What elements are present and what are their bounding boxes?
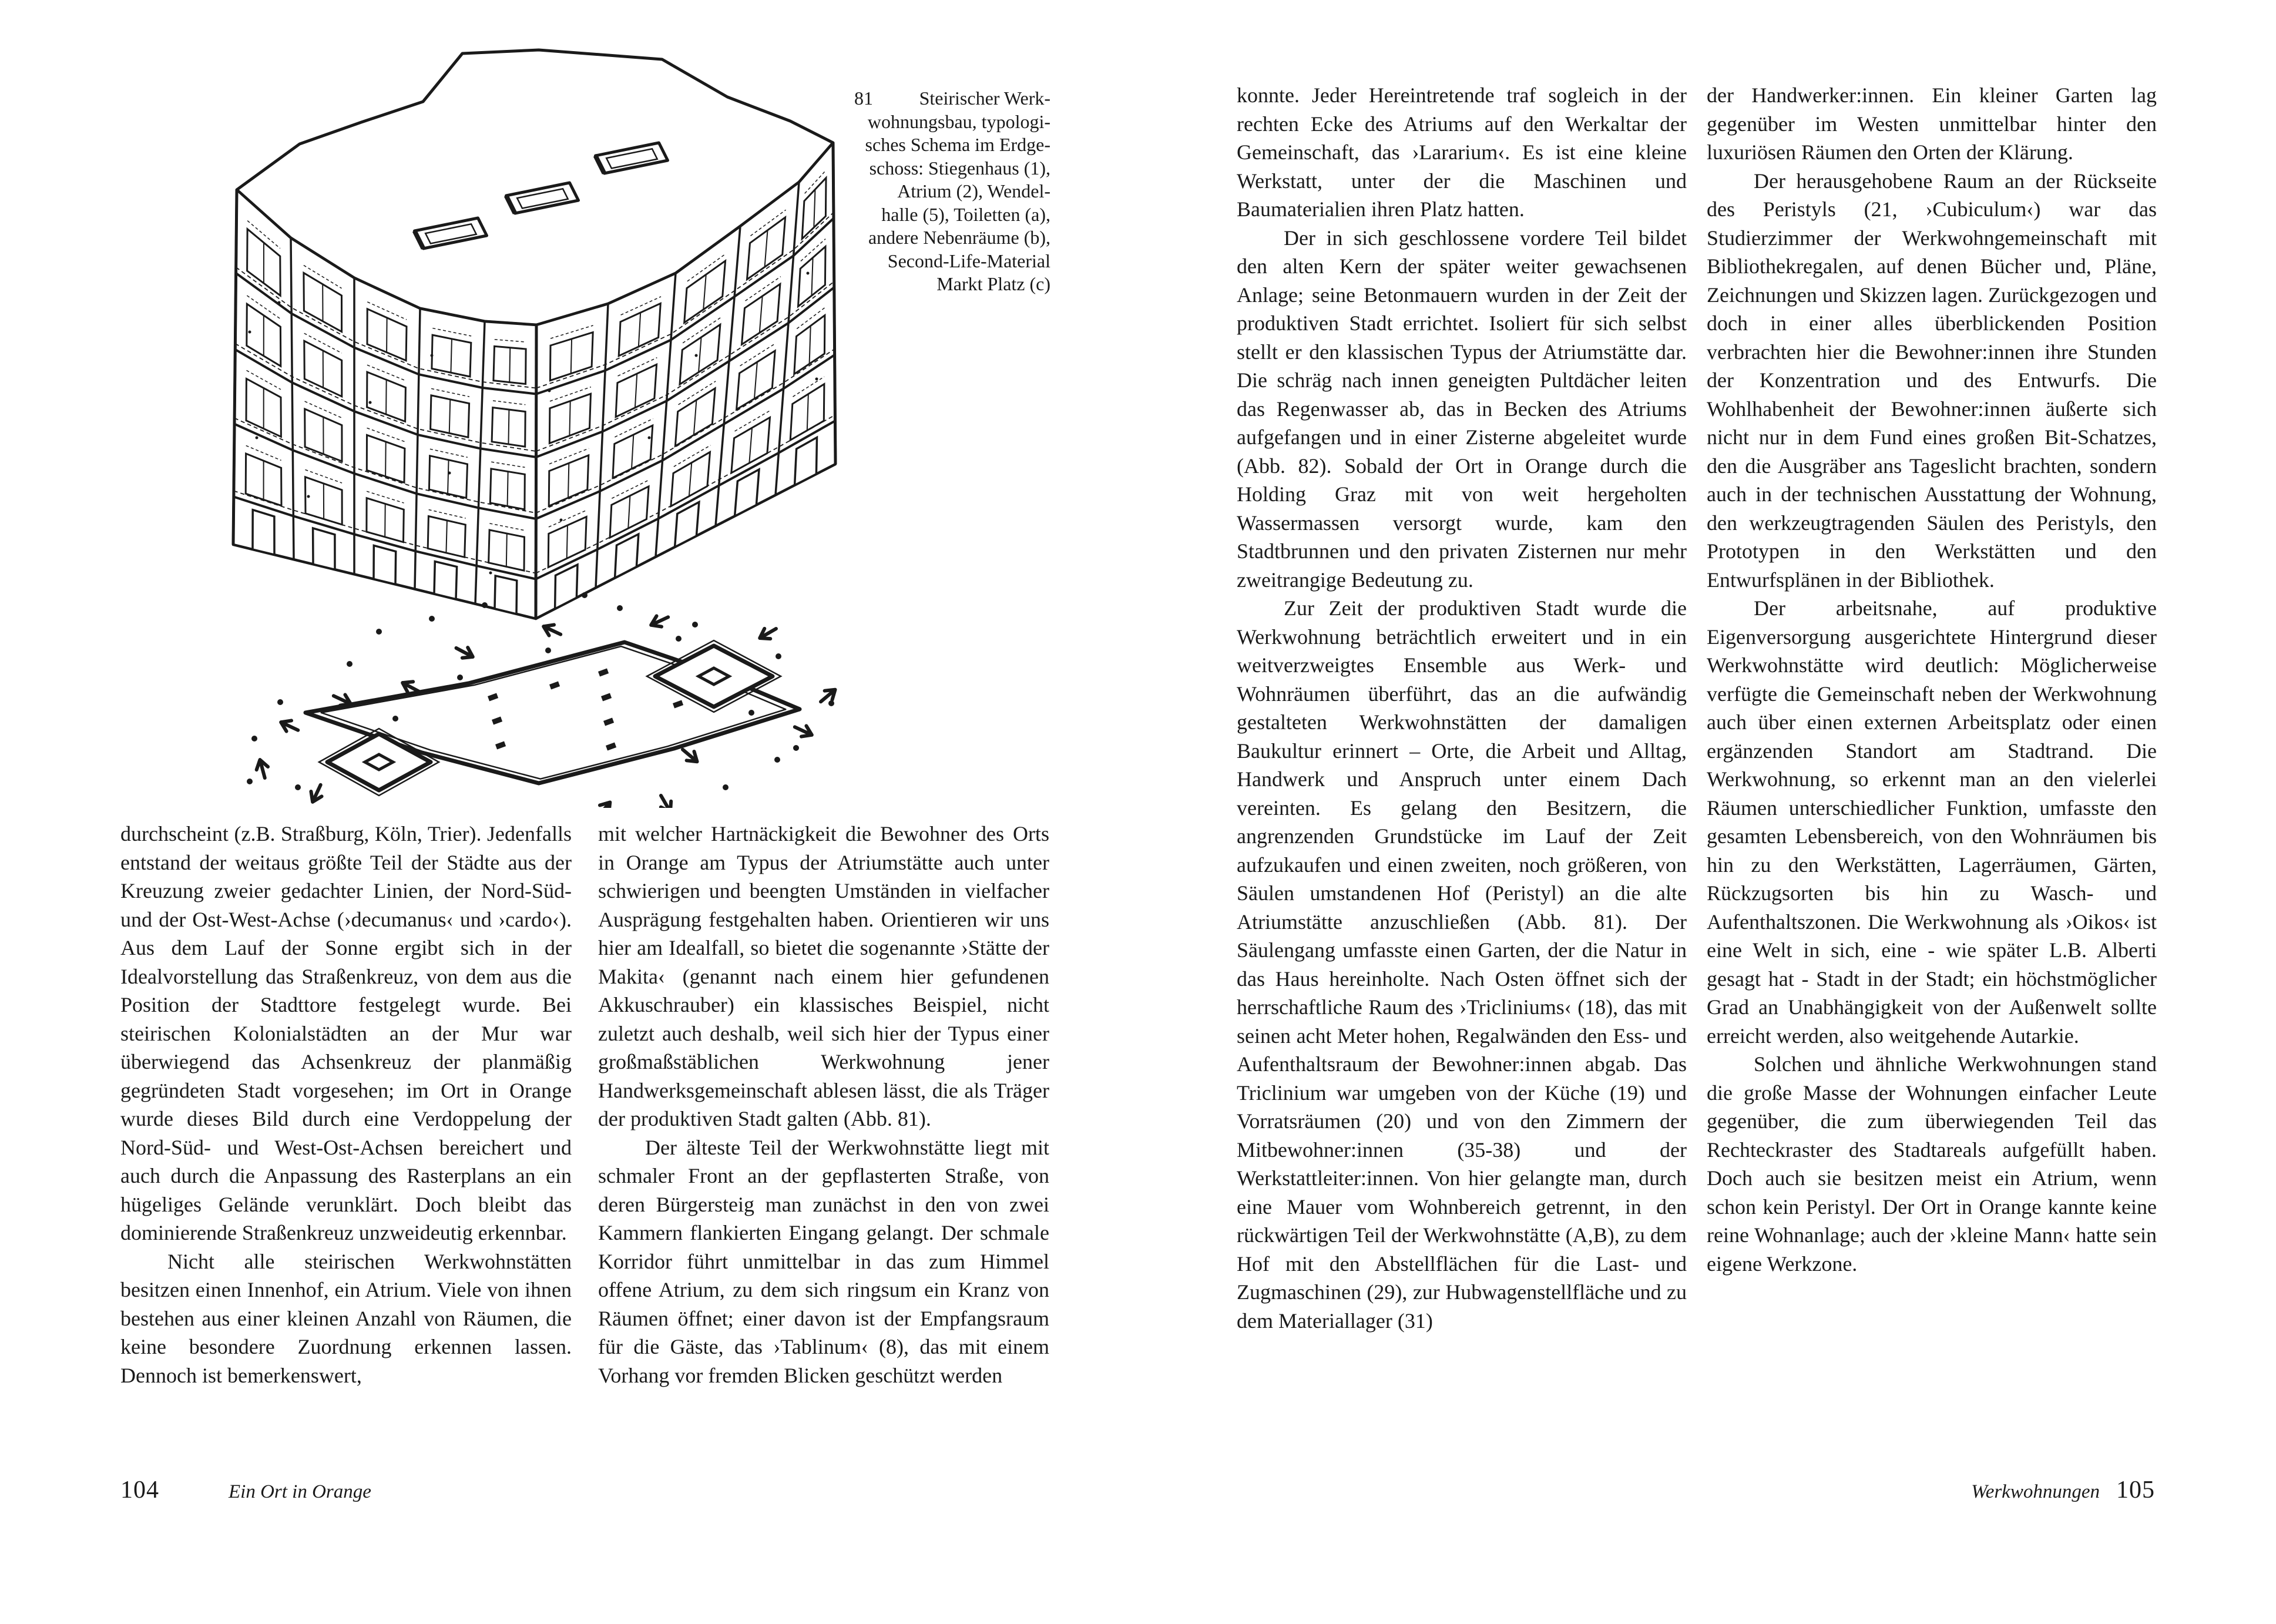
figure-81-isometric-drawing bbox=[103, 26, 849, 808]
body-column-4 bbox=[1707, 81, 2157, 1278]
caption-line: sches Schema im Erdge- bbox=[865, 134, 1050, 155]
figure-number: 81 bbox=[854, 88, 873, 109]
page-number: 104 bbox=[120, 1477, 159, 1504]
body-paragraph: durchscheint (z.B. Straßburg, Köln, Trier). Jedenfalls entstand der weitaus größte Teil der Städte aus der Kreuzung zweier gedachter Linien, der Nord-Süd- und der Ost-West-Achse (›decumanus‹ und ›cardo‹). Aus dem Lauf der Sonne ergibt sich in der Idealvorstellung das Straßenkreuz, von dem aus die Position der Stadttore festgelegt wurde. Bei steirischen Kolonialstädten an der Mur war überwiegend das Achsenkreuz der planmäßig gegründeten Stadt vorgesehen; im Ort in Orange wurde dieses Bild durch eine Verdoppelung der Nord-Süd- und West-Ost-Achsen bereichert und auch durch die Anpassung des Rasterplans an ein hügeliges Gelände verunklärt. Doch bleibt das dominierende Straßenkreuz unzweideutig erkennbar. bbox=[120, 822, 572, 1244]
caption-line: halle (5), Toiletten (a), bbox=[881, 203, 1050, 225]
body-paragraph: Zur Zeit der produktiven Stadt wurde die Werkwohnung beträchtlich erweitert und in ein weitverzweigtes Ensemble aus Werk- und Wohnräumen überführt, das an die aufwändig gestalteten Werkwohnstätten der damaligen Baukultur erinnert – Orte, die Arbeit und Alltag, Handwerk und Anspruch unter einem Dach vereinten. Es gelang den Besitzern, die angrenzenden Grundstücke im Lauf der Zeit aufzukaufen und einen zweiten, noch größeren, von Säulen umstandenen Hof (Peristyl) an die alte Atriumstätte anzuschließen (Abb. 81). Der Säulengang umfasste einen Garten, der die Natur in das Haus hereinholte. Nach Osten öffnet sich der herrschaftliche Raum des ›Tricliniums‹ (18), das mit seinen acht Meter hohen, Regalwänden den Ess- und Aufenthaltsraum der Bewohner:innen abgab. Das Triclinium war umgeben von der Küche (19) und Vorratsräumen (20) und von den Zimmern der Mitbewohner:innen (35-38) und der Werkstattleiter:innen. Von hier gelangte man, durch eine Mauer vom Wohnbereich getrennt, in den rückwärtigen Teil der Werkwohnstätte (A,B), zu dem Hof mit den Abstellflächen für die Last- und Zugmaschinen (29), zur Hubwagenstellfläche und zu dem Materiallager (31) bbox=[1237, 596, 1687, 1333]
caption-line: Markt Platz (c) bbox=[936, 273, 1050, 294]
body-column-2 bbox=[598, 820, 1049, 1390]
caption-line: Atrium (2), Wendel- bbox=[897, 180, 1050, 202]
caption-line: andere Nebenräume (b), bbox=[868, 227, 1050, 248]
body-column-3 bbox=[1237, 81, 1687, 1335]
body-paragraph: konnte. Jeder Hereintretende traf sogleich in der rechten Ecke des Atriums auf den Werkaltar der Gemeinschaft, das ›Lararium‹. Es ist eine kleine Werkstatt, unter der die Maschinen und Baumaterialien ihren Platz hatten. bbox=[1237, 83, 1687, 221]
caption-line: Second-Life-Material bbox=[887, 250, 1050, 271]
body-paragraph: Der herausgehobene Raum an der Rückseite des Peristyls (21, ›Cubiculum‹) war das Studierzimmer der Werkwohngemeinschaft mit Bibliothekregalen, auf denen Bücher und, Pläne, Zeichnungen und Skizzen lagen. Zurückgezogen und doch in einer alles überblickenden Position verbrachten hier die Bewohner:innen ihre Stunden der Konzentration und des Entwurfs. Die Wohlhabenheit der Bewohner:innen äußerte sich nicht nur in dem Fund eines großen Bit-Schatzes, den die Ausgräber ans Tageslicht brachten, sondern auch in der technischen Ausstattung der Wohnung, den werkzeugtragenden Säulen des Peristyls, den Prototypen in den Werkstätten und den Entwurfsplänen in der Bibliothek. bbox=[1707, 169, 2157, 592]
caption-line: wohnungsbau, typologi- bbox=[867, 110, 1050, 132]
body-paragraph: Nicht alle steirischen Werkwohnstätten besitzen einen Innenhof, ein Atrium. Viele von ihnen bestehen aus einer kleinen Anzahl von Räumen, die keine besondere Zuordnung erkennen lassen. Dennoch ist bemerkenswert, bbox=[120, 1249, 572, 1387]
body-paragraph: mit welcher Hartnäckigkeit die Bewohner des Orts in Orange am Typus der Atriumstätte auch unter schwierigen und beengten Umständen in vielfacher Ausprägung festgehalten haben. Orientieren wir uns hier am Idealfall, so bietet die sogenannte ›Stätte der Makita‹ (genannt nach einem hier gefundenen Akkuschrauber) ein klassisches Beispiel, nicht zuletzt auch deshalb, weil sich hier der Typus einer großmaßstäblichen Werkwohnung jener Handwerksgemeinschaft ablesen lässt, die als Träger der produktiven Stadt galten (Abb. 81). bbox=[598, 822, 1049, 1130]
figure-caption bbox=[834, 87, 1050, 296]
running-title: Werkwohnungen bbox=[1971, 1481, 2100, 1502]
building-and-plaza-sketch bbox=[103, 26, 849, 808]
body-paragraph: Der in sich geschlossene vordere Teil bildet den alten Kern der später weiter gewachsenen Anlage; seine Betonmauern wurden in der Zeit der produktiven Stadt errichtet. Isoliert für sich selbst stellt er den klassischen Typus der Atriumstätte dar. Die schräg nach innen geneigten Pultdächer leiten das Regenwasser ab, das in Becken des Atriums aufgefangen und in einer Zisterne abgeleitet wurde (Abb. 82). Sobald der Ort in Orange durch die Holding Graz mit von weit hergeholten Wassermassen versorgt wurde, kam den Stadtbrunnen und den privaten Zisternen nur mehr zweitrangige Bedeutung zu. bbox=[1237, 226, 1687, 592]
body-column-1 bbox=[120, 820, 572, 1390]
body-paragraph: Der arbeitsnahe, auf produktive Eigenversorgung ausgerichtete Hintergrund dieser Werkwohnstätte wird deutlich: Möglicherweise verfügte die Gemeinschaft neben der Werkwohnung auch über einen externen Arbeitsplatz oder einen ergänzenden Standort am Stadtrand. Die Werkwohnung, so erkennt man an den vielerlei Räumen unterschiedlicher Funktion, umfasste den gesamten Lebensbereich, von den Wohnräumen bis hin zu den Werkstätten, Lagerräumen, Gärten, Rückzugsorten bis hin zu Wasch- und Aufenthaltszonen. Die Werkwohnung als ›Oikos‹ ist eine Welt in sich, eine - wie später L.B. Alberti gesagt hat - Stadt in der Stadt; ein höchstmöglicher Grad an Unabhängigkeit von der Außenwelt sollte erreicht werden, also weitgehende Autarkie. bbox=[1707, 596, 2157, 1048]
caption-line: Steirischer Werk- bbox=[919, 88, 1050, 109]
body-paragraph: der Handwerker:innen. Ein kleiner Garten lag gegenüber im Westen unmittelbar hinter den luxuriösen Räumen den Orten der Klärung. bbox=[1707, 83, 2157, 164]
body-paragraph: Der älteste Teil der Werkwohnstätte liegt mit schmaler Front an der gepflasterten Straße, von deren Bürgersteig man zunächst in den von zwei Kammern flankierten Eingang gelangt. Der schmale Korridor führt unmittelbar in das zum Himmel offene Atrium, zu dem sich ringsum ein Kranz von Räumen öffnet; einer davon ist der Empfangsraum für die Gäste, das ›Tablinum‹ (8), das mit einem Vorhang vor fremden Blicken geschützt werden bbox=[598, 1135, 1049, 1387]
body-paragraph: Solchen und ähnliche Werkwohnungen stand die große Masse der Wohnungen einfacher Leute gegenüber, die zum überwiegenden Teil das Rechteckraster des Stadtareals aufgefüllt haben. Doch auch sie besitzen meist ein Atrium, wenn schon kein Peristyl. Der Ort in Orange kannte keine reine Wohnanlage; auch der ›kleine Mann‹ hatte sein eigene Werkzone. bbox=[1707, 1052, 2157, 1276]
caption-line: schoss: Stiegenhaus (1), bbox=[869, 157, 1050, 179]
footer-left bbox=[120, 1476, 371, 1504]
page-number: 105 bbox=[2116, 1477, 2155, 1504]
running-title: Ein Ort in Orange bbox=[229, 1481, 371, 1502]
footer-right bbox=[1971, 1476, 2155, 1504]
